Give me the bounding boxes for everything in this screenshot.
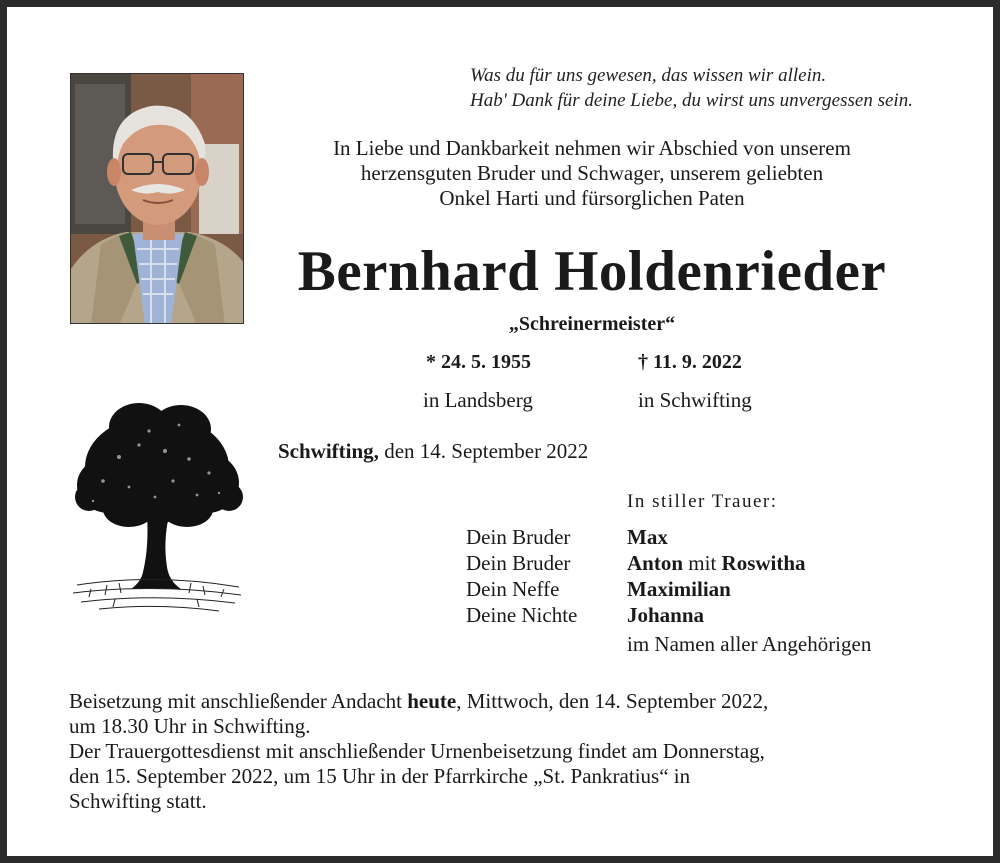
mourning-footer: im Namen aller Angehörigen xyxy=(627,632,872,656)
portrait-photo xyxy=(70,73,244,324)
intro-text xyxy=(262,136,922,211)
mourner-name: Anton xyxy=(627,551,684,575)
service-text: , Mittwoch, den 14. September 2022, xyxy=(456,689,769,713)
place-date xyxy=(278,439,588,464)
intro-line-2: herzensguten Bruder und Schwager, unserem geliebten xyxy=(360,161,824,185)
mourner-relation: Dein Bruder xyxy=(466,525,571,549)
service-line-4: den 15. September 2022, um 15 Uhr in der Pfarrkirche „St. Pankratius“ in xyxy=(69,764,691,788)
tree-icon xyxy=(69,397,245,619)
intro-line-3: Onkel Harti und fürsorglichen Paten xyxy=(439,186,745,210)
service-text: Beisetzung mit anschließender Andacht xyxy=(69,689,408,713)
deceased-profession: „Schreinermeister“ xyxy=(508,313,676,335)
mourner-name: Johanna xyxy=(627,603,705,627)
mourner-partner: Roswitha xyxy=(721,551,806,575)
poem xyxy=(470,63,913,113)
service-highlight: heute xyxy=(407,689,457,713)
birth-place: in Landsberg xyxy=(423,388,533,412)
death-place: in Schwifting xyxy=(638,388,752,412)
mourner-name: Maximilian xyxy=(627,577,731,601)
list-item xyxy=(466,602,806,628)
service-info xyxy=(69,689,949,814)
service-line-5: Schwifting statt. xyxy=(69,789,207,813)
mourner-relation: Deine Nichte xyxy=(466,603,578,627)
place-date-place: Schwifting, xyxy=(278,439,379,463)
mourner-relation: Dein Bruder xyxy=(466,551,571,575)
list-item xyxy=(466,550,806,576)
deceased-name: Bernhard Holdenrieder xyxy=(297,240,887,303)
death-date: † 11. 9. 2022 xyxy=(638,351,742,373)
poem-line-1: Was du für uns gewesen, das wissen wir allein. xyxy=(470,65,827,86)
poem-line-2: Hab' Dank für deine Liebe, du wirst uns unvergessen sein. xyxy=(470,90,913,111)
list-item xyxy=(466,524,806,550)
service-line-1 xyxy=(69,689,949,714)
mourner-relation: Dein Neffe xyxy=(466,577,560,601)
mourning-heading: In stiller Trauer: xyxy=(627,491,778,512)
service-line-2: um 18.30 Uhr in Schwifting. xyxy=(69,714,311,738)
service-line-3: Der Trauergottesdienst mit anschließender Urnenbeisetzung findet am Donnerstag, xyxy=(69,739,765,763)
mourner-name: Max xyxy=(627,525,668,549)
mourner-connector: mit xyxy=(683,551,722,575)
mourners-list xyxy=(466,524,806,628)
list-item xyxy=(466,576,806,602)
birth-date: * 24. 5. 1955 xyxy=(426,351,531,373)
intro-line-1: In Liebe und Dankbarkeit nehmen wir Abschied von unserem xyxy=(333,136,851,160)
place-date-date: den 14. September 2022 xyxy=(378,439,589,463)
